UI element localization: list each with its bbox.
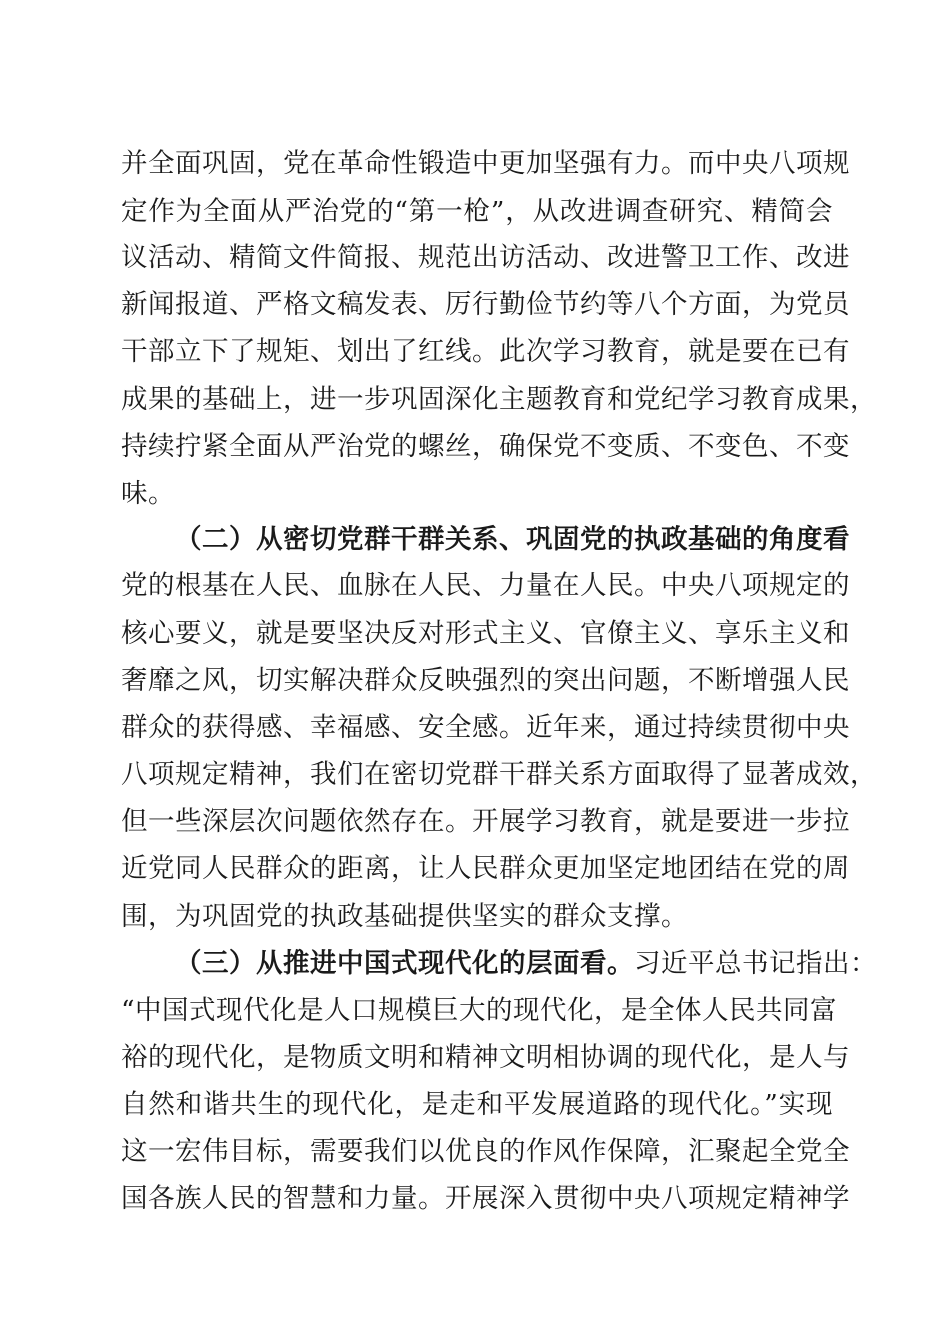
paragraph-line: 新闻报道、严格文稿发表、厉行勤俭节约等八个方面，为党员 <box>121 289 850 320</box>
paragraph-line: 味。 <box>121 478 175 509</box>
paragraph-line: 持续拧紧全面从严治党的螺丝，确保党不变质、不变色、不变 <box>121 431 850 462</box>
paragraph-line: 但一些深层次问题依然存在。开展学习教育，就是要进一步拉 <box>121 806 850 837</box>
paragraph-line: 定作为全面从严治党的“第一枪”，从改进调查研究、精简会 <box>121 196 833 227</box>
paragraph-line: 裕的现代化，是物质文明和精神文明相协调的现代化，是人与 <box>121 1042 850 1073</box>
section-heading-2: （二）从密切党群干群关系、巩固党的执政基础的角度看 <box>175 524 850 555</box>
paragraph-line: 核心要义，就是要坚决反对形式主义、官僚主义、享乐主义和 <box>121 618 850 649</box>
paragraph-line: 成果的基础上，进一步巩固深化主题教育和党纪学习教育成果， <box>121 384 877 415</box>
paragraph-line: 干部立下了规矩、划出了红线。此次学习教育，就是要在已有 <box>121 336 850 367</box>
paragraph-line: 近党同人民群众的距离，让人民群众更加坚定地团结在党的周 <box>121 853 850 884</box>
paragraph-line: 奢靡之风，切实解决群众反映强烈的突出问题，不断增强人民 <box>121 665 850 696</box>
paragraph-line: “中国式现代化是人口规模巨大的现代化，是全体人民共同富 <box>121 995 838 1026</box>
section-heading-3: （三）从推进中国式现代化的层面看。 <box>175 948 634 979</box>
paragraph-line: 这一宏伟目标，需要我们以优良的作风作保障，汇聚起全党全 <box>121 1136 850 1167</box>
paragraph-line: 国各族人民的智慧和力量。开展深入贯彻中央八项规定精神学 <box>121 1183 850 1214</box>
paragraph-line: 党的根基在人民、血脉在人民、力量在人民。中央八项规定的 <box>121 570 850 601</box>
paragraph-line: 群众的获得感、幸福感、安全感。近年来，通过持续贯彻中央 <box>121 712 850 743</box>
paragraph-line: 议活动、精简文件简报、规范出访活动、改进警卫工作、改进 <box>121 242 850 273</box>
paragraph-line: 八项规定精神，我们在密切党群干群关系方面取得了显著成效， <box>121 759 877 790</box>
paragraph-line: 围，为巩固党的执政基础提供坚实的群众支撑。 <box>121 901 688 932</box>
section-3-lead: 习近平总书记指出： <box>634 948 877 979</box>
section-3-line <box>175 940 877 988</box>
paragraph-line: 自然和谐共生的现代化，是走和平发展道路的现代化。”实现 <box>121 1089 833 1120</box>
paragraph-line: 并全面巩固，党在革命性锻造中更加坚强有力。而中央八项规 <box>121 148 850 179</box>
